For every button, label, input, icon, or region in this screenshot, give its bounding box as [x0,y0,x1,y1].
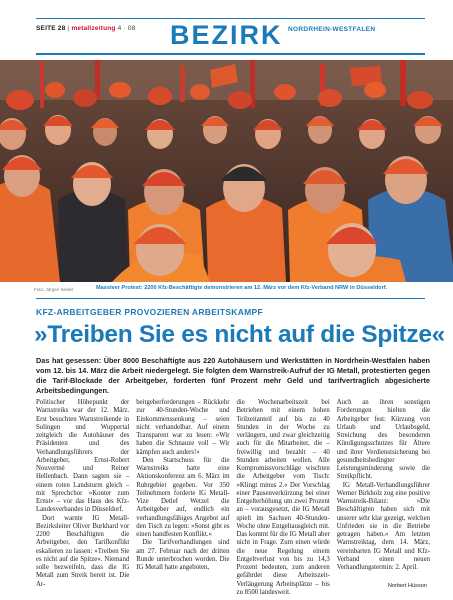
protest-photo [0,60,453,282]
photo-credit: Foto: Jürgen Seidel [34,287,74,292]
article-column-3 [236,399,330,596]
paragraph: Auch an ihren sonstigen Forderungen hielten die Arbeitgeber fest: Kürzung von Urlaub und Urlaubsgeld, Streichung des besonderen Kündigungsschutzes für Ältere und ihrer Verdienstsicherung bei gesundheitsbedingter Leistungsminderung sowie die Streikpflicht. [336,399,430,481]
article-top-rule [36,298,425,299]
paragraph: beitgeberforderungen – Rückkehr zur 40-Stunden-Woche und Einkommenssenkung – seien nicht verhandelbar. Auf einem Transparent war zu lesen: »Wir haben die Schnauze voll – Wir kämpfen auch anders!« [136,399,230,456]
article-kicker: KFZ-ARBEITGEBER PROVOZIEREN ARBEITSKAMPF [36,307,264,317]
header-bottom-rule [36,53,425,55]
article-column-1 [36,399,129,589]
section-region: NORDRHEIN-WESTFALEN [288,26,376,33]
paragraph: Den Startschuss für die Warnstreiks hatte eine Aktionskonferenz am 6. März im Ruhrgebiet gegeben. Vor 350 Teilnehmern forderte IG Metall-Vize Detlef Wetzel die Arbeitgeber auf, endlich ein verhandlungsfähiges Angebot auf den Tisch zu legen: »Sonst gibt es einen handfesten Konflikt.« [136,456,230,538]
section-title: BEZIRK [170,20,283,50]
article-author: Norbert Hüsson [387,583,427,589]
article-column-2 [136,399,229,589]
protest-crowd-illustration [0,60,453,282]
paragraph: die Wochenarbeitszeit bei Betrieben mit einem hohen Teilzeitanteil auf bis zu 40 Stunden in der Woche zu verlängern, und zwar gleichzeitig auch für die Mitarbeiter, die – freiwillig und bezahlt – 40 Stunden arbeiten wollen. Alle Kompromissvorschläge wischten die Arbeitgeber vom Tisch: »Klingt minus 2.« Der Vorschlag einer Pausenverkürzung bei einer Entgelterhöhung um zwei Prozent an – vorausgesetzt, die IG Metall spielt im Sachsen 40-Stunden-Woche ohne Entgeltausgleich mit. Das kommt für die IG Metall aber nicht in Frage. Zum einen würde die neue Regelung einem Entgeltverlust von bis zu 14,3 Prozent bedeuten, zum anderen gefährdet diese Arbeitszeit-Verlängerung Arbeitsplätze – bis zu 8500 landesweit. [236,399,330,596]
paragraph: Politischer Höhepunkt der Warnstreiks war der 12. März. Erst besuchten Warnstreikende in Solingen und Wuppertal zeitgleich die Autohäuser des Präsidenten und des Verhandlungsführers der Arbeitgeber, Ernst-Robert Nouvertné und Reiner Hellenbach. Dann sagten sie – einem roten Landsturm gleich – mit Sprechchor »Konter zum Ernst« – vor das Haus des Kfz-Landesverbandes in Düsseldorf. [36,399,130,514]
page-header [0,0,453,52]
page-info [36,25,135,32]
article-headline: »Treiben Sie es nicht auf die Spitze« [34,321,445,348]
issue-date: 4 · 08 [117,25,136,32]
separator: | [67,25,70,32]
article-body [36,399,430,596]
article-lead: Das hat gesessen: Über 8000 Beschäftigte aus 220 Autohäusern und Werkstätten in Nordrhein-Westfalen haben vom 12. bis 14. März die Arbeit niedergelegt. Sie folgten dem Warnstreik-Aufruf der IG Metall, protestierten gegen die Tarif-Blockade der Arbeitgeber, forderten fünf Prozent mehr Geld und tarifvertraglich abgesicherte Arbeitsbedingungen. [36,356,430,395]
paragraph: Die Tarifverhandlungen sind am 27. Februar nach der dritten Runde unterbrochen worden. Die IG Metall hatte angeboten, [136,539,230,571]
paragraph: Dort warnte IG Metall-Bezirksleiter Oliver Burkhard vor 2200 Beschäftigten die Arbeitgeber, den Tarifkonflikt eskalieren zu lassen: »Treiben Sie es nicht auf die Spitze«. Niemand solle bezweifeln, dass die IG Metall zum Streik bereit ist. Die Ar- [36,514,130,588]
paragraph: IG Metall-Verhandlungsführer Werner Birkholz zog eine positive Warnstreik-Bilanz: »Die Beschäftigten haben sich mit unserer sehr klar gezeigt, welchen Unfrieden sie in die Betriebe getragen haben.« Am letzten Warnstreiktag, dem 14. März, vereinbarten IG Metall und Kfz-Verband einen neuen Verhandlungstermin: 2. April. [336,481,430,571]
page-label: SEITE 28 [36,25,66,32]
brand-name: metallzeitung [71,25,116,32]
article-column-4 [337,399,430,589]
photo-caption: Massiver Protest: 2200 Kfz-Beschäftigte demonstrieren am 12. März vor dem Kfz-Verband NRW in Düsseldorf. [96,285,388,291]
